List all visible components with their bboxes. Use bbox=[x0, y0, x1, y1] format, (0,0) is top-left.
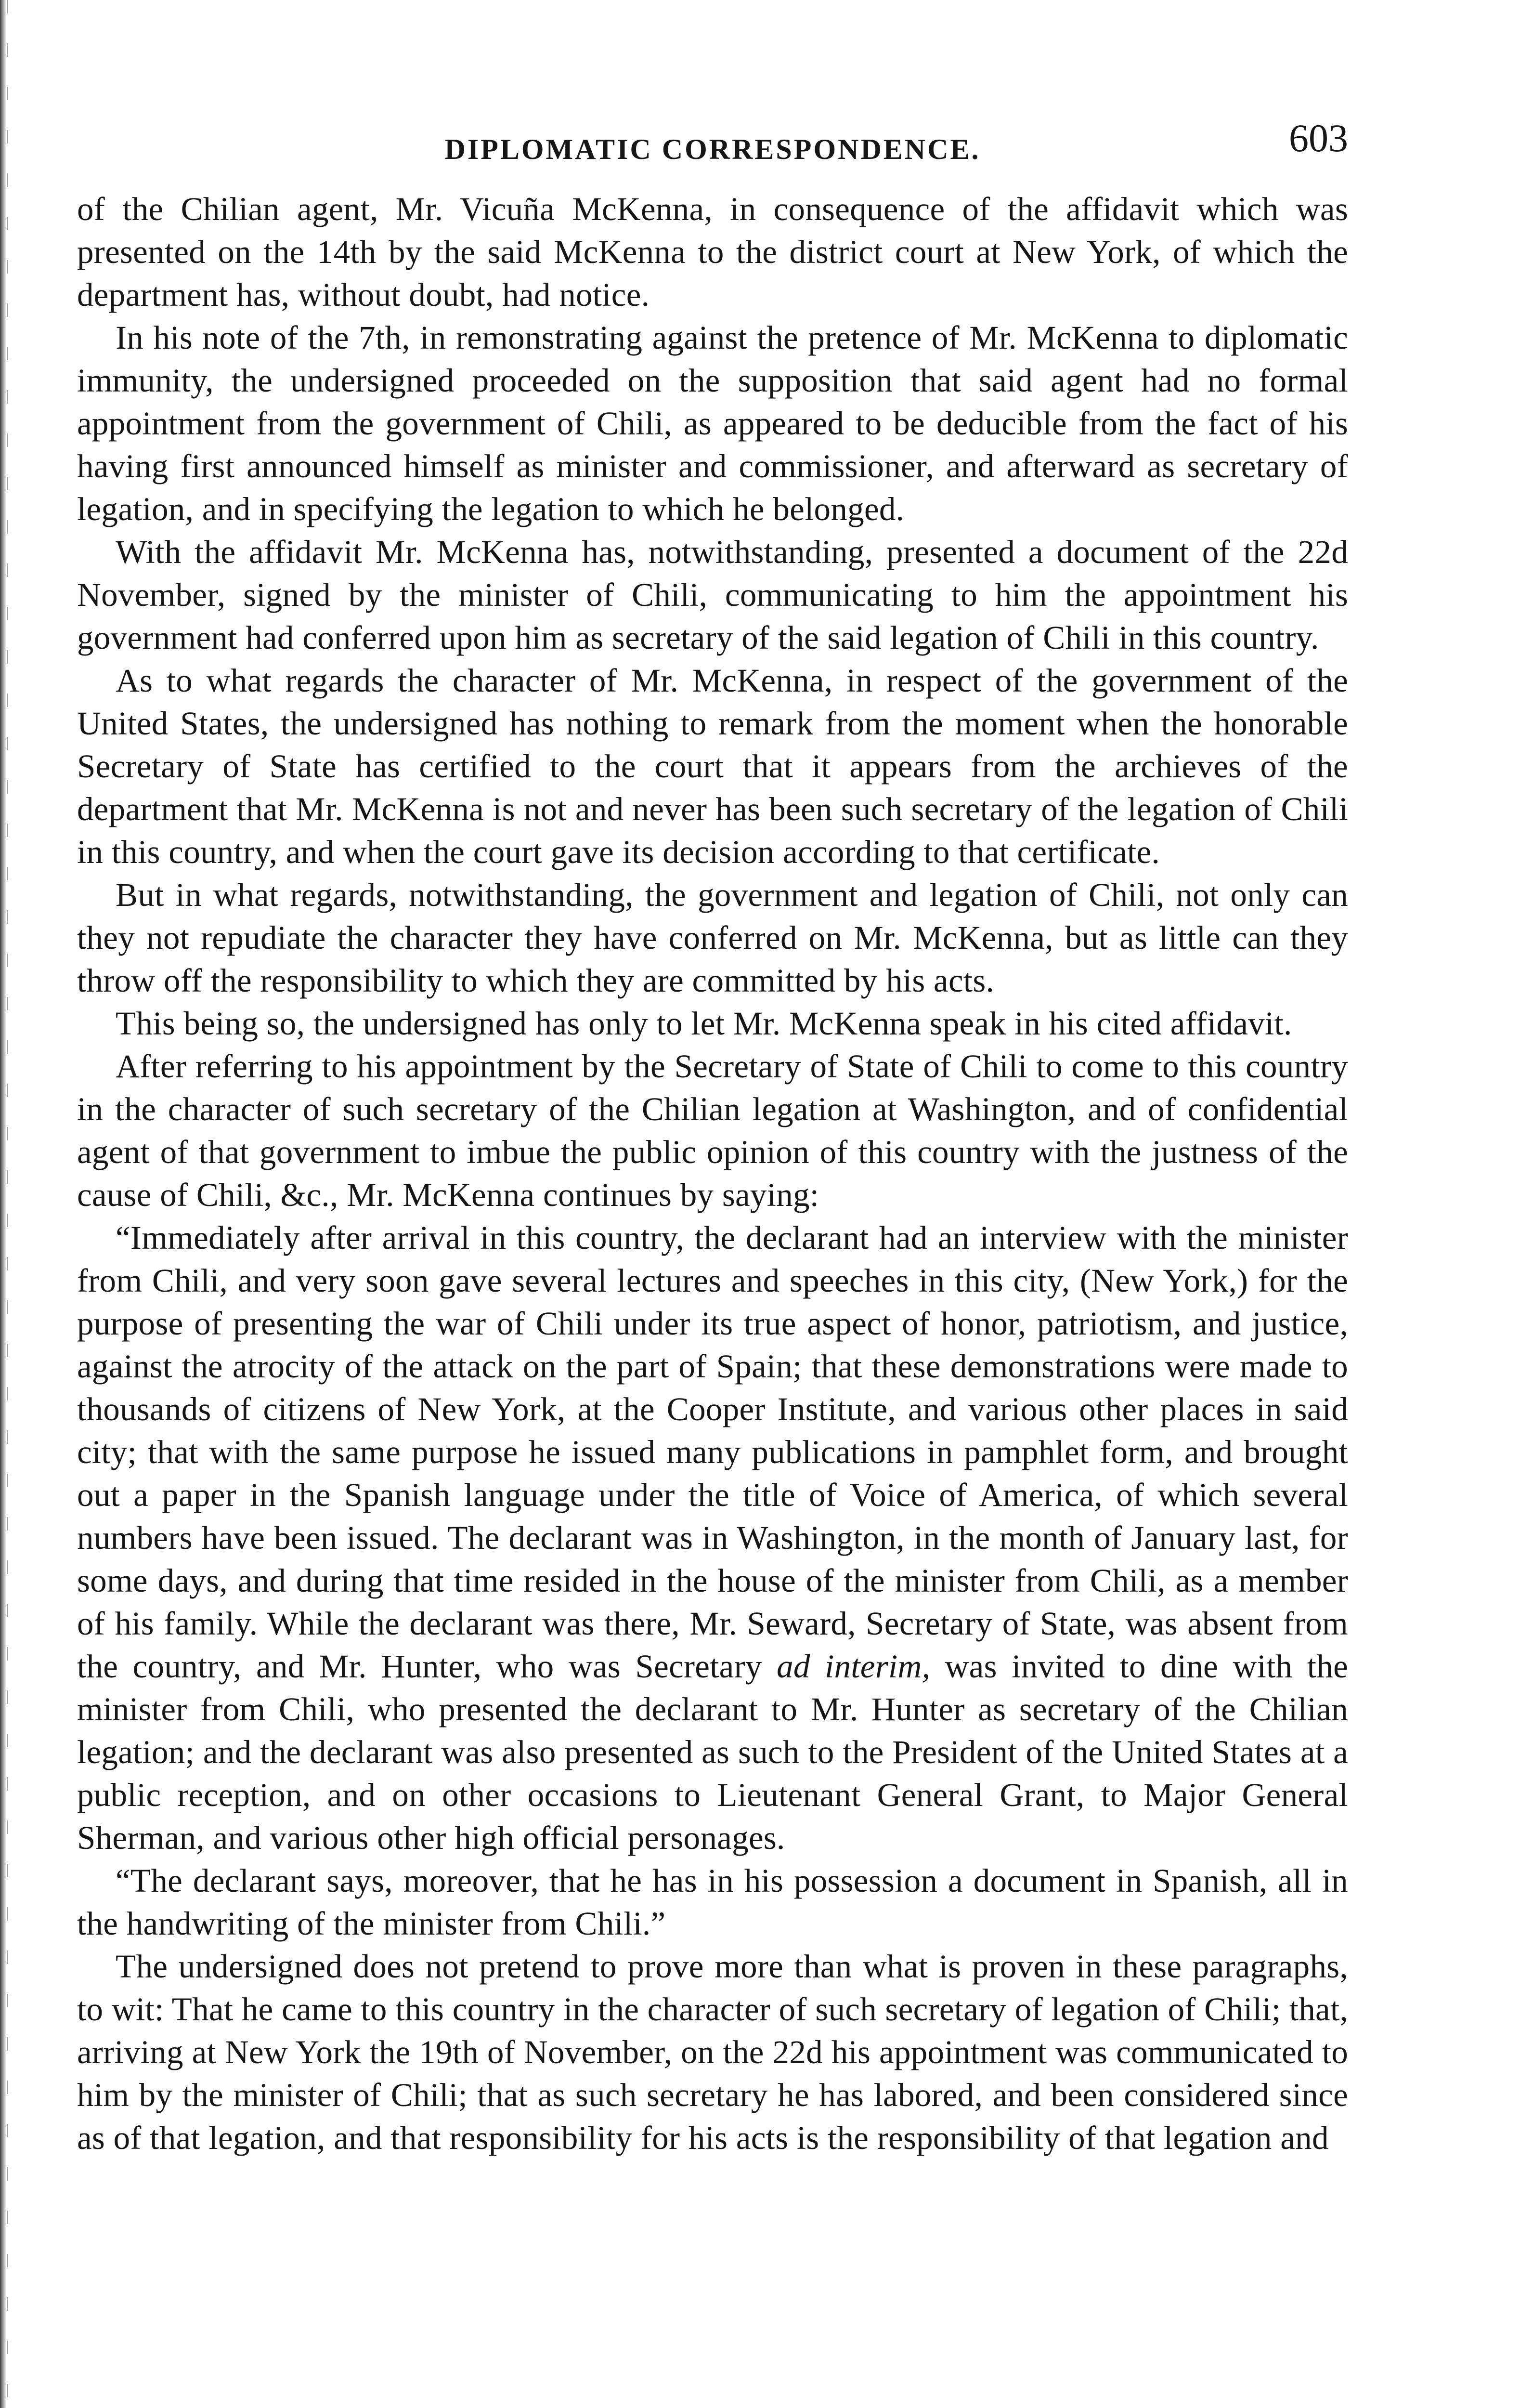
body-text bbox=[77, 188, 1348, 2159]
quote-text: was invited to dine with the minister from Chili, who presented the declarant to Mr. Hunter as secretary of the Chilian legation; and the declarant was also presented as such to the President of the United States at a public reception, and on other occasions to Lieutenant General Grant, to Major General Sherman, and various other high official personages. bbox=[77, 1648, 1348, 1856]
affidavit-quote-2: “The declarant says, moreover, that he has in his possession a document in Spanish, all in the handwriting of the minister from Chili.” bbox=[77, 1862, 1348, 1942]
paragraph: This being so, the undersigned has only to let Mr. McKenna speak in his cited affidavit. bbox=[116, 1005, 1292, 1042]
page-number: 603 bbox=[1289, 116, 1348, 160]
quote-text: “Immediately after arrival in this country, the declarant had an interview with the minister from Chili, and very soon gave several lectures and speeches in this city, (New York,) for the purpose of presenting the war of Chili under its true aspect of honor, patriotism, and justice, against the atrocity of the attack on the part of Spain; that these demonstrations were made to thousands of citizens of New York, at the Cooper Institute, and various other places in said city; that with the same purpose he issued many publications in pamphlet form, and brought out a paper in the Spanish language under the title of Voice of America, of which several numbers have been issued. The declarant was in Washington, in the month of January last, for some days, and during that time resided in the house of the minister from Chili, as a member of his family. While the declarant was there, Mr. Seward, Secretary of State, was absent from the country, and Mr. Hunter, who was Secretary bbox=[77, 1219, 1348, 1685]
paragraph: But in what regards, notwithstanding, the government and legation of Chili, not only can they not repudiate the character they have conferred on Mr. McKenna, but as little can they throw off the responsibility to which they are committed by his acts. bbox=[77, 877, 1348, 999]
italic-phrase: ad interim, bbox=[777, 1648, 931, 1685]
paragraph: After referring to his appointment by the Secretary of State of Chili to come to this country in the character of such secretary of the Chilian legation at Washington, and of confidential agent of that government to imbue the public opinion of this country with the justness of the cause of Chili, &c., Mr. McKenna continues by saying: bbox=[77, 1048, 1348, 1213]
binding-edge bbox=[0, 0, 6, 2408]
paragraph-final: The undersigned does not pretend to prove more than what is proven in these paragraphs, to wit: That he came to this country in the character of such secretary of legation of Chili; that, arriving at New York the 19th of November, on the 22d his appointment was communicated to him by the minister of Chili; that as such secretary he has labored, and been considered since as of that legation, and that responsibility for his acts is the responsibility of that legation and bbox=[77, 1948, 1349, 2156]
paragraph: In his note of the 7th, in remonstrating against the pretence of Mr. McKenna to diplomatic immunity, the undersigned proceeded on the supposition that said agent had no formal appointment from the government of Chili, as appeared to be deducible from the fact of his having first announced himself as minister and commissioner, and afterward as secretary of legation, and in specifying the legation to which he belonged. bbox=[77, 319, 1348, 527]
paragraph: As to what regards the character of Mr. McKenna, in respect of the government of the United States, the undersigned has nothing to remark from the moment when the honorable Secretary of State has certified to the court that it appears from the archieves of the department that Mr. McKenna is not and never has been such secretary of the legation of Chili in this country, and when the court gave its decision according to that certificate. bbox=[77, 662, 1348, 870]
book-page bbox=[77, 116, 1348, 2159]
affidavit-quote bbox=[77, 1217, 1348, 1859]
page-header bbox=[77, 116, 1348, 188]
paragraph-continuation: of the Chilian agent, Mr. Vicuña McKenna, in consequence of the affidavit which was presented on the 14th by the said McKenna to the district court at New York, of which the department has, without doubt, had notice. bbox=[77, 191, 1348, 313]
paragraph: With the affidavit Mr. McKenna has, notwithstanding, presented a document of the 22d November, signed by the minister of Chili, communicating to him the appointment his government had conferred upon him as secretary of the said legation of Chili in this country. bbox=[77, 534, 1348, 656]
binding-stitching bbox=[7, 0, 8, 2408]
running-title: DIPLOMATIC CORRESPONDENCE. bbox=[444, 133, 981, 165]
